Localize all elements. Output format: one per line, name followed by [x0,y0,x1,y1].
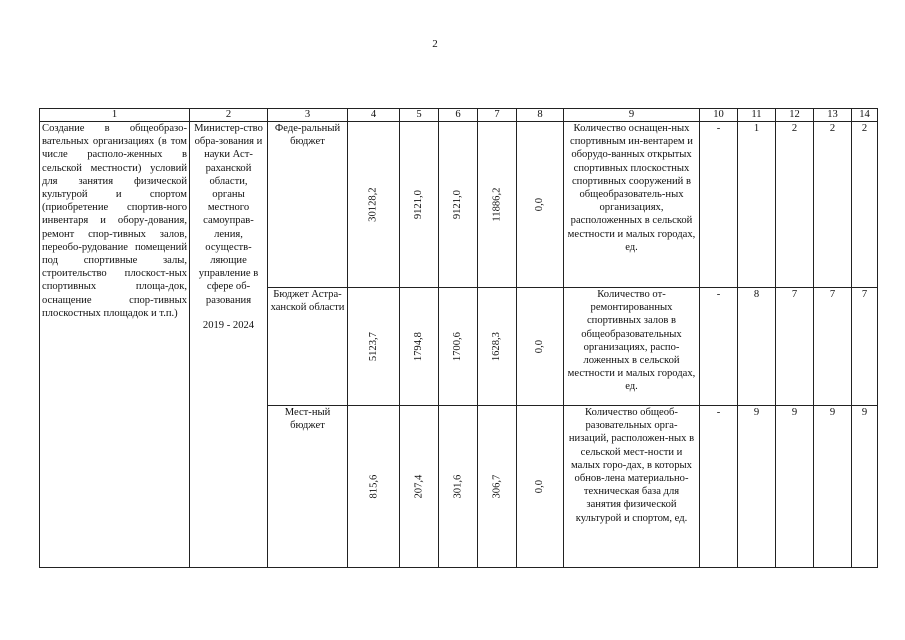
value-2020-text: 1700,6 [452,331,464,362]
value-2019 [400,406,439,568]
col-header: 4 [348,109,400,122]
target-col14: 9 [852,406,878,568]
executor-cell [190,122,268,568]
col-header: 14 [852,109,878,122]
target-col12: 9 [776,406,814,568]
target-col10: - [700,288,738,406]
funding-source: Феде-ральный бюджет [268,122,348,288]
value-2019-text: 207,4 [413,474,425,499]
indicator-cell: Количество общеоб-разовательных орга-низаций, расположен-ных в сельской мест-ности и малых горо-дах, в которых обнов-лена материально-техническая база для занятия физической культурой и спортом, ед. [564,406,700,568]
value-total-text: 815,6 [367,474,379,499]
funding-source: Мест-ный бюджет [268,406,348,568]
value-2019 [400,122,439,288]
value-col8 [517,288,564,406]
col-header: 7 [478,109,517,122]
value-2020 [439,406,478,568]
value-total [348,406,400,568]
col-header: 1 [40,109,190,122]
value-total [348,122,400,288]
target-col12: 7 [776,288,814,406]
value-2019 [400,288,439,406]
period-text: 2019 - 2024 [202,319,255,331]
value-2021 [478,406,517,568]
value-2021 [478,288,517,406]
col-header: 5 [400,109,439,122]
value-2020-text: 301,6 [452,474,464,499]
col-header: 3 [268,109,348,122]
value-2020-text: 9121,0 [452,189,464,220]
value-2020 [439,122,478,288]
target-col10: - [700,122,738,288]
target-col11: 8 [738,288,776,406]
target-col14: 7 [852,288,878,406]
value-2020 [439,288,478,406]
value-col8 [517,122,564,288]
col-header: 2 [190,109,268,122]
target-col13: 9 [814,406,852,568]
col-header: 6 [439,109,478,122]
target-col13: 2 [814,122,852,288]
value-col8-text: 0,0 [534,479,546,494]
executor-text: Министер-ство обра-зования и науки Аст-раханской области, органы местного самоуправ-ления, осуществ-ляющие управление в сфере об-разования [194,123,263,306]
table-row [40,122,878,288]
activity-cell: Создание в общеобразо-вательных организациях (в том числе располо-женных в сельской местности) условий для занятия физической культурой и спортом (приобретение спортив-ного инвентаря и обору-дования, ремонт спор-тивных залов, переобо-рудование помещений под спортивные залы, строительство плоскост-ных спортивных площа-док, оснащение спор-тивных плоскостных площадок и т.п.) [40,122,190,568]
value-total [348,288,400,406]
funding-source: Бюджет Астра-ханской области [268,288,348,406]
value-2021-text: 11886,2 [491,187,503,222]
header-row [40,109,878,122]
value-col8 [517,406,564,568]
target-col11: 1 [738,122,776,288]
col-header: 13 [814,109,852,122]
page-number: 2 [432,38,438,50]
col-header: 8 [517,109,564,122]
col-header: 12 [776,109,814,122]
value-col8-text: 0,0 [534,197,546,212]
target-col12: 2 [776,122,814,288]
col-header: 9 [564,109,700,122]
target-col13: 7 [814,288,852,406]
value-2021-text: 306,7 [491,474,503,499]
value-2021-text: 1628,3 [491,331,503,362]
indicator-cell: Количество оснащен-ных спортивным ин-вентарем и оборудо-ванных открытых спортивных плоскостных спортивных сооружений в общеобразователь-ных организациях, расположенных в сельской местности и малых городах, ед. [564,122,700,288]
target-col14: 2 [852,122,878,288]
value-2021 [478,122,517,288]
value-total-text: 30128,2 [367,187,379,222]
value-total-text: 5123,7 [367,331,379,362]
value-col8-text: 0,0 [534,339,546,354]
value-2019-text: 9121,0 [413,189,425,220]
col-header: 10 [700,109,738,122]
target-col11: 9 [738,406,776,568]
value-2019-text: 1794,8 [413,331,425,362]
indicator-cell: Количество от-ремонтированных спортивных залов в общеобразовательных организациях, распо-ложенных в сельской местности и малых городах, ед. [564,288,700,406]
target-col10: - [700,406,738,568]
program-table [39,108,878,568]
col-header: 11 [738,109,776,122]
